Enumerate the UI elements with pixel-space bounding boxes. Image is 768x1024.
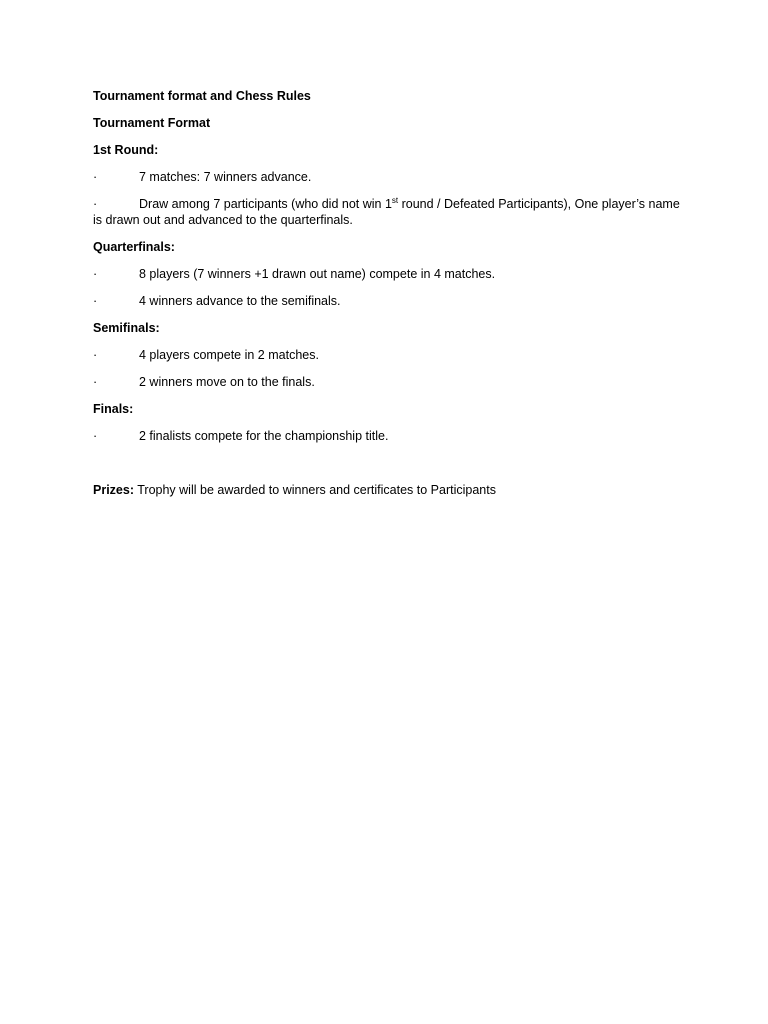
section-subtitle: Tournament Format bbox=[93, 116, 211, 130]
list-item-text: 4 players compete in 2 matches. bbox=[139, 348, 319, 362]
bullet-marker: · bbox=[93, 197, 98, 211]
prizes-paragraph bbox=[93, 482, 683, 498]
bullet-marker: · bbox=[93, 375, 98, 389]
bullet-marker: · bbox=[93, 429, 98, 443]
list-item-text: 2 winners move on to the finals. bbox=[139, 375, 315, 389]
list-item-text: 4 winners advance to the semifinals. bbox=[139, 294, 341, 308]
list-item bbox=[93, 374, 683, 390]
heading-first-round: 1st Round: bbox=[93, 143, 159, 157]
prizes-label: Prizes: bbox=[93, 483, 134, 497]
bullet-marker: · bbox=[93, 294, 98, 308]
prizes-text: Trophy will be awarded to winners and certificates to Participants bbox=[134, 483, 496, 497]
list-item bbox=[93, 428, 683, 444]
list-item-text-a: Draw among 7 participants (who did not win 1 bbox=[139, 197, 392, 211]
list-item-text-b: round / Defeated Participants), One player’s name is drawn out and advanced to the quarterfinals. bbox=[93, 197, 680, 227]
list-item bbox=[93, 347, 683, 363]
list-item bbox=[93, 266, 683, 282]
document-body bbox=[93, 88, 683, 509]
list-item bbox=[93, 169, 683, 185]
list-item-text: 7 matches: 7 winners advance. bbox=[139, 170, 312, 184]
heading-semifinals: Semifinals: bbox=[93, 321, 160, 335]
list-item bbox=[93, 196, 683, 228]
document-title: Tournament format and Chess Rules bbox=[93, 89, 311, 103]
bullet-marker: · bbox=[93, 267, 98, 281]
ordinal-superscript: st bbox=[391, 196, 399, 205]
list-item-text: 2 finalists compete for the championship title. bbox=[139, 429, 389, 443]
bullet-marker: · bbox=[93, 170, 98, 184]
heading-finals: Finals: bbox=[93, 402, 134, 416]
bullet-marker: · bbox=[93, 348, 98, 362]
list-item-text: 8 players (7 winners +1 drawn out name) compete in 4 matches. bbox=[139, 267, 496, 281]
heading-quarterfinals: Quarterfinals: bbox=[93, 240, 175, 254]
list-item bbox=[93, 293, 683, 309]
